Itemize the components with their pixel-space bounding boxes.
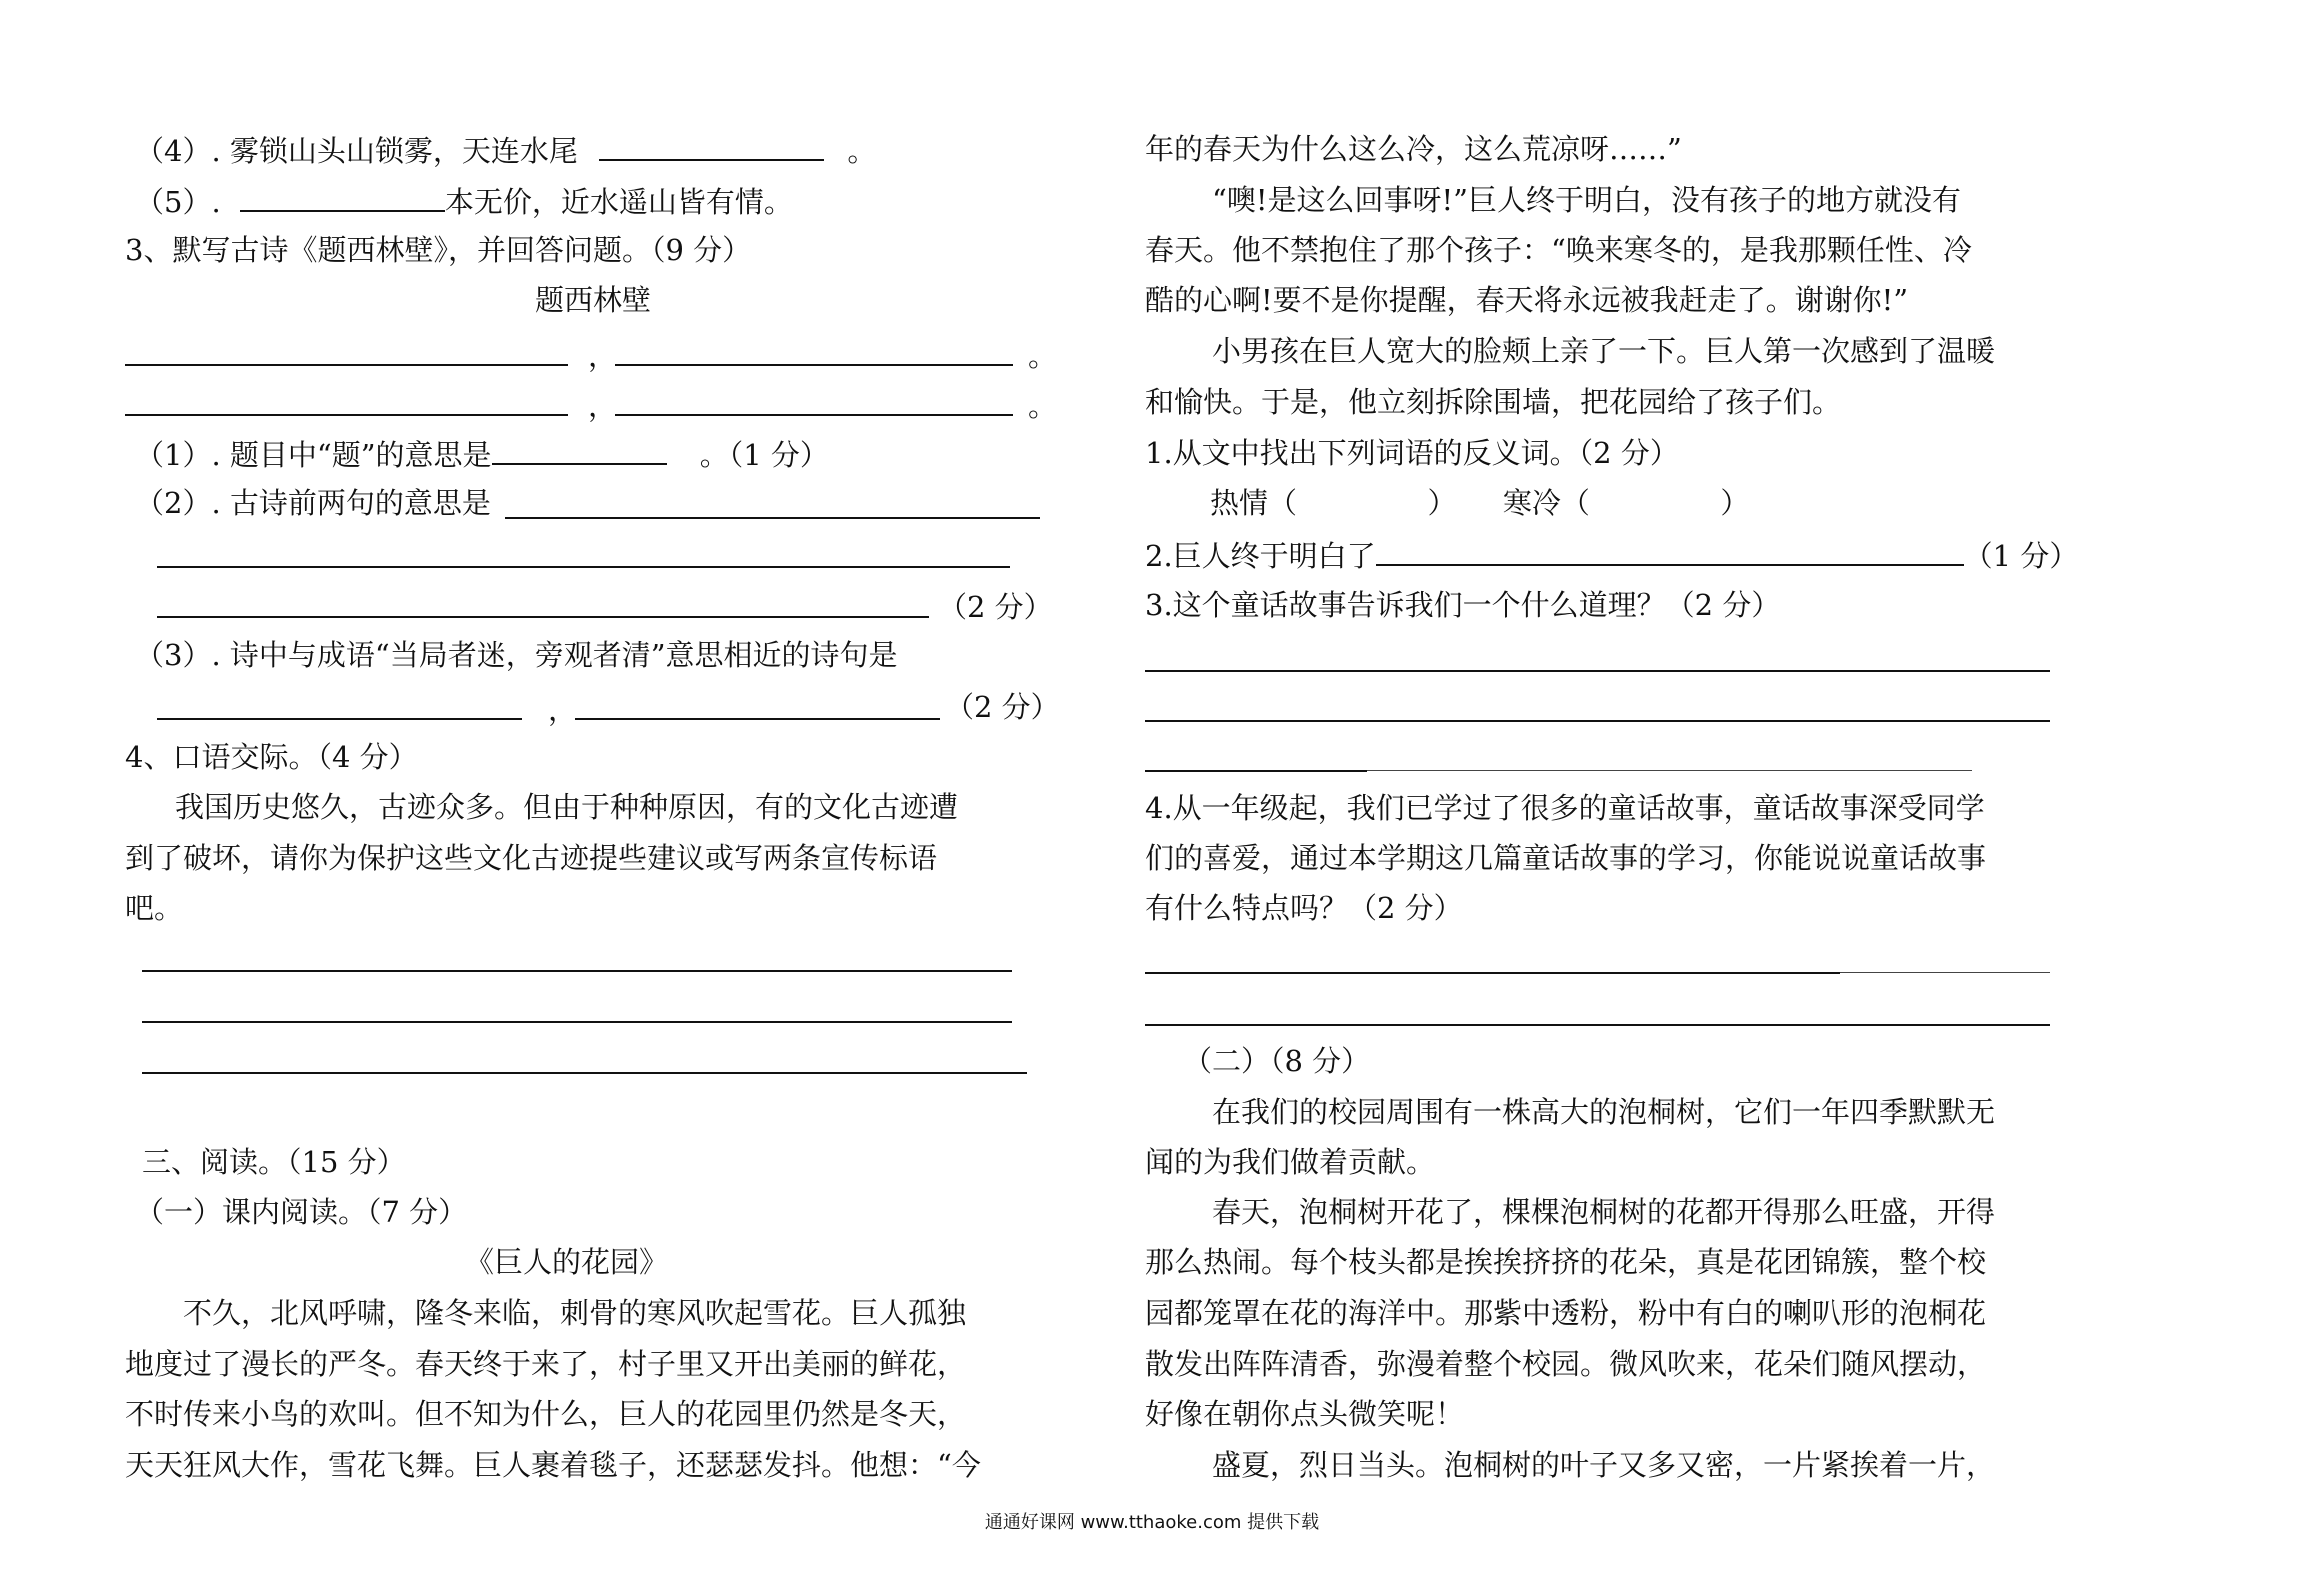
antonym-prompt: 热情（ <box>1210 486 1298 520</box>
answer-line[interactable] <box>1145 770 1367 772</box>
answer-blank[interactable] <box>492 433 667 465</box>
reading-question-3: 3.这个童话故事告诉我们一个什么道理？（2 分） <box>1145 588 1781 622</box>
story-line: 和愉快。于是，他立刻拆除围墙，把花园给了孩子们。 <box>1145 385 1842 419</box>
passage-line: 散发出阵阵清香，弥漫着整个校园。微风吹来，花朵们随风摆动， <box>1145 1347 1987 1381</box>
score: 。（1 分） <box>699 438 829 472</box>
poem-line-blank[interactable] <box>615 364 1013 366</box>
story-line: 地度过了漫长的严冬。春天终于来了，村子里又开出美丽的鲜花， <box>125 1347 967 1381</box>
period: 。 <box>1028 389 1058 423</box>
answer-line[interactable] <box>1367 770 1972 771</box>
question-3-2 <box>135 483 491 523</box>
score: （2 分） <box>938 590 1053 624</box>
reading-question-4: 有什么特点吗？（2 分） <box>1145 891 1463 925</box>
reading-question-4: 4.从一年级起，我们已学过了很多的童话故事，童话故事深受同学 <box>1145 791 1985 825</box>
question-text: （4）. 雾锁山头山锁雾，天连水尾 <box>135 134 578 168</box>
question-3-3: （3）. 诗中与成语“当局者迷，旁观者清”意思相近的诗句是 <box>135 638 898 672</box>
score: （1 分） <box>1963 539 2079 573</box>
story-line: 酷的心啊!要不是你提醒，春天将永远被我赶走了。谢谢你!” <box>1145 283 1909 317</box>
question-3-heading: 3、默写古诗《题西林壁》，并回答问题。（9 分） <box>125 233 752 267</box>
question-text: 2.巨人终于明白了 <box>1145 539 1376 573</box>
paren: ） <box>1427 486 1457 520</box>
story-line: 年的春天为什么这么冷，这么荒凉呀……” <box>1145 132 1682 166</box>
reading-question-2 <box>1145 534 2078 574</box>
answer-blank[interactable] <box>599 129 824 161</box>
score: （2 分） <box>945 690 1060 724</box>
answer-blank[interactable] <box>1376 534 1964 566</box>
punctuation: 。 <box>847 134 877 168</box>
antonym-row <box>1210 483 1749 523</box>
answer-line[interactable] <box>142 1072 1027 1074</box>
answer-line[interactable] <box>505 517 1040 519</box>
passage-line: 在我们的校园周围有一株高大的泡桐树，它们一年四季默默无 <box>1212 1095 1996 1129</box>
page-footer: 通通好课网 www.tthaoke.com 提供下载 <box>984 1512 1320 1533</box>
comma: ， <box>548 693 578 727</box>
story-title: 《巨人的花园》 <box>465 1245 669 1279</box>
answer-line[interactable] <box>1145 1024 2050 1026</box>
answer-line[interactable] <box>575 718 940 720</box>
question-4-heading: 4、口语交际。（4 分） <box>125 740 418 774</box>
question-text: （1）. 题目中“题”的意思是 <box>135 438 492 472</box>
passage-line: 那么热闹。每个枝头都是挨挨挤挤的花朵，真是花团锦簇，整个校 <box>1145 1245 1987 1279</box>
poem-line-blank[interactable] <box>125 364 568 366</box>
subsection-2-heading: （二）（8 分） <box>1183 1044 1371 1078</box>
story-line: 不久，北风呼啸，隆冬来临，刺骨的寒风吹起雪花。巨人孤独 <box>183 1296 967 1330</box>
comma: ， <box>588 339 618 373</box>
paragraph-line: 吧。 <box>125 891 184 925</box>
story-line: 小男孩在巨人宽大的脸颊上亲了一下。巨人第一次感到了温暖 <box>1212 334 1996 368</box>
section-3-heading: 三、阅读。（15 分） <box>142 1145 406 1179</box>
question-number: （5）. <box>135 185 221 219</box>
question-2-4 <box>135 129 876 169</box>
answer-line[interactable] <box>1145 670 2050 672</box>
answer-line[interactable] <box>157 566 1010 568</box>
answer-line[interactable] <box>1840 972 2050 973</box>
passage-line: 好像在朝你点头微笑呢！ <box>1145 1397 1465 1431</box>
story-line: 不时传来小鸟的欢叫。但不知为什么，巨人的花园里仍然是冬天， <box>125 1397 967 1431</box>
answer-line[interactable] <box>142 970 1012 972</box>
question-text: （2）. 古诗前两句的意思是 <box>135 486 491 520</box>
poem-line-blank[interactable] <box>615 414 1013 416</box>
story-line: 天天狂风大作，雪花飞舞。巨人裹着毯子，还瑟瑟发抖。他想：“今 <box>125 1448 981 1482</box>
question-2-5 <box>135 180 793 220</box>
answer-line[interactable] <box>1145 720 2050 722</box>
poem-line-blank[interactable] <box>125 414 568 416</box>
answer-blank[interactable] <box>240 180 445 212</box>
paragraph-line: 到了破坏，请你为保护这些文化古迹提些建议或写两条宣传标语 <box>125 841 938 875</box>
answer-line[interactable] <box>1145 972 1840 974</box>
passage-line: 春天，泡桐树开花了，棵棵泡桐树的花都开得那么旺盛，开得 <box>1212 1195 1996 1229</box>
question-text: 本无价，近水遥山皆有情。 <box>444 185 793 219</box>
answer-line[interactable] <box>157 718 522 720</box>
reading-question-1: 1.从文中找出下列词语的反义词。（2 分） <box>1145 436 1679 470</box>
passage-line: 盛夏，烈日当头。泡桐树的叶子又多又密，一片紧挨着一片， <box>1212 1448 1996 1482</box>
answer-line[interactable] <box>157 616 929 618</box>
period: 。 <box>1028 339 1058 373</box>
antonym-prompt: 寒冷（ <box>1502 486 1590 520</box>
comma: ， <box>588 389 618 423</box>
paragraph-line: 我国历史悠久，古迹众多。但由于种种原因，有的文化古迹遭 <box>175 790 959 824</box>
poem-title: 题西林壁 <box>535 283 652 317</box>
story-line: “噢!是这么回事呀!”巨人终于明白，没有孩子的地方就没有 <box>1212 183 1961 217</box>
passage-line: 闻的为我们做着贡献。 <box>1145 1145 1436 1179</box>
subsection-1-heading: （一）课内阅读。（7 分） <box>135 1195 468 1229</box>
question-3-1 <box>135 433 829 473</box>
reading-question-4: 们的喜爱，通过本学期这几篇童话故事的学习，你能说说童话故事 <box>1145 841 1987 875</box>
answer-line[interactable] <box>142 1021 1012 1023</box>
passage-line: 园都笼罩在花的海洋中。那紫中透粉，粉中有白的喇叭形的泡桐花 <box>1145 1296 1987 1330</box>
paren: ） <box>1720 486 1750 520</box>
story-line: 春天。他不禁抱住了那个孩子：“唤来寒冬的，是我那颗任性、冷 <box>1145 233 1972 267</box>
